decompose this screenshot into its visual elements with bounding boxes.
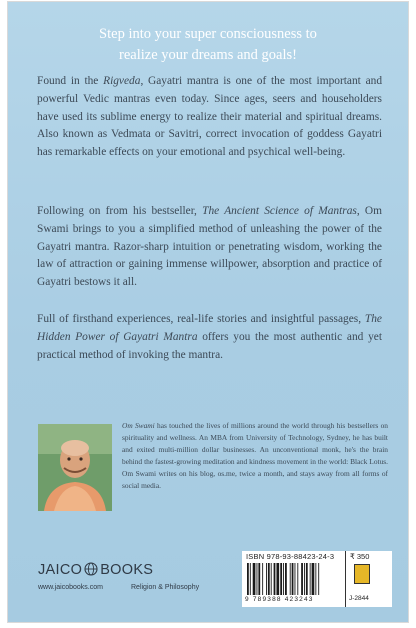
publisher-name-right: BOOKS bbox=[100, 562, 154, 578]
publisher-url: www.jaicobooks.com bbox=[38, 584, 103, 591]
p1-title-rigveda: Rigveda bbox=[103, 75, 141, 87]
tagline bbox=[48, 24, 368, 66]
isbn-label: ISBN 978-93-88423-24-3 bbox=[246, 552, 335, 561]
author-portrait-icon bbox=[38, 424, 112, 511]
p2-text-c: , Om Swami brings to you a simplified method of unleashing the power of the Gayatri mantra. Razor-sharp intuition or penetrating wisdom, working the law of attraction or gaining immense willpower, absorption and practice of Gayatri bestows it all. bbox=[37, 205, 382, 289]
price-label: ₹ 350 bbox=[350, 552, 370, 561]
publisher-badge-icon bbox=[354, 564, 370, 584]
description-paragraph-1 bbox=[37, 73, 382, 162]
globe-icon bbox=[84, 562, 98, 576]
p1-text-c: , Gayatri mantra is one of the most important and powerful Vedic mantras even today. Since ages, seers and householders have used its sublime energy to realize their material and spiritual dreams. Also known as Vedmata or Savitri, correct invocation of goddess Gayatri has remarkable effects on your emotional and psychical well-being. bbox=[37, 75, 383, 159]
author-name: Om Swami bbox=[122, 421, 155, 430]
tagline-line-1: Step into your super consciousness to bbox=[99, 26, 317, 42]
p2-text-a: Following on from his bestseller, bbox=[37, 205, 203, 217]
description-paragraph-3 bbox=[37, 311, 382, 364]
p3-book-title: The Hidden Power of Gayatri Mantra bbox=[37, 313, 382, 343]
price-block bbox=[345, 551, 392, 607]
author-photo bbox=[38, 424, 112, 511]
publisher-name bbox=[38, 562, 153, 578]
p2-book-title: The Ancient Science of Mantras bbox=[202, 205, 357, 217]
book-category: Religion & Philosophy bbox=[131, 584, 200, 591]
p1-text-a: Found in the bbox=[37, 75, 104, 87]
author-bio bbox=[122, 420, 388, 493]
catalog-code: J-2844 bbox=[349, 595, 369, 602]
barcode-icon bbox=[246, 563, 342, 596]
description-paragraph-2 bbox=[37, 203, 382, 292]
author-bio-text: has touched the lives of millions around the world through his bestsellers on spirituality and wellness. An MBA from University of Technology, Sydney, he has built and exited multi-million dollar businesses. An unconventional monk, he's the brain behind the fastest-growing meditation and kindness movement in the world: Black Lotus. Om Swami writes on his blog, os.me, twice a month, and stays away from all forms of social media. bbox=[122, 421, 388, 491]
tagline-line-2: realize your dreams and goals! bbox=[119, 47, 297, 63]
publisher-name-left: JAICO bbox=[38, 562, 83, 578]
back-cover bbox=[8, 2, 408, 622]
p3-text-c: offers you the most authentic and yet practical method of invoking the mantra. bbox=[37, 330, 382, 361]
barcode-digits: 9 789388 423243 bbox=[245, 596, 314, 603]
publisher-block bbox=[38, 562, 238, 612]
p3-text-a: Full of firsthand experiences, real-life stories and insightful passages, bbox=[37, 313, 365, 325]
